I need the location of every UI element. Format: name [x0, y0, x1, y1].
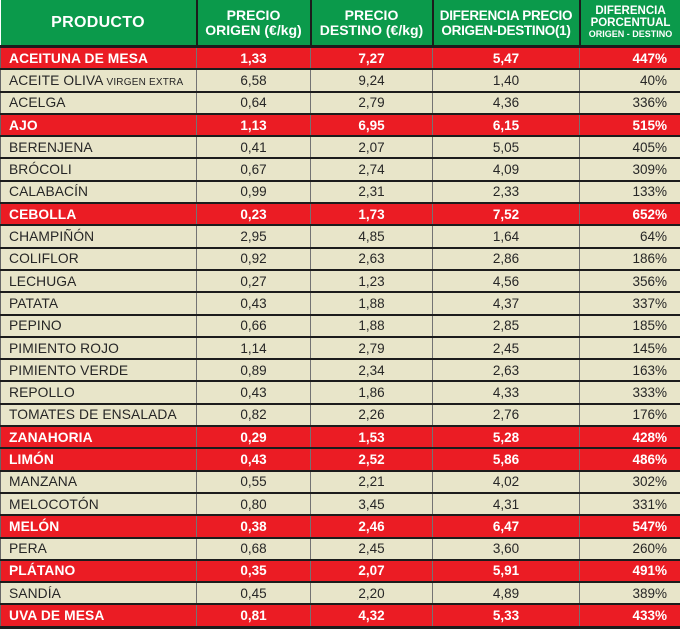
- price-difference-cell: 4,89: [433, 582, 580, 604]
- price-origin-cell: 0,41: [197, 136, 311, 158]
- price-difference-cell: 1,40: [433, 69, 580, 91]
- table-row: [1, 69, 680, 91]
- percent-difference-cell: 333%: [580, 381, 680, 403]
- price-origin-cell: 0,99: [197, 181, 311, 203]
- product-name: ACEITUNA DE MESA: [9, 51, 148, 66]
- product-name: ZANAHORIA: [9, 430, 93, 445]
- percent-difference-cell: 336%: [580, 92, 680, 114]
- product-name: BERENJENA: [9, 140, 93, 155]
- product-cell: [1, 248, 197, 270]
- price-destination-cell: 1,23: [311, 270, 433, 292]
- table-row: [1, 136, 680, 158]
- percent-difference-cell: 176%: [580, 404, 680, 426]
- price-origin-cell: 0,27: [197, 270, 311, 292]
- price-destination-cell: 2,21: [311, 471, 433, 493]
- price-origin-cell: 0,35: [197, 560, 311, 582]
- price-difference-cell: 4,09: [433, 158, 580, 180]
- price-destination-cell: 3,45: [311, 493, 433, 515]
- product-cell: [1, 515, 197, 537]
- table-row: [1, 92, 680, 114]
- product-cell: [1, 114, 197, 136]
- price-difference-cell: 4,36: [433, 92, 580, 114]
- product-cell: [1, 69, 197, 91]
- table-row: [1, 604, 680, 627]
- percent-difference-cell: 337%: [580, 292, 680, 314]
- header-row: [1, 0, 680, 47]
- table-row: [1, 471, 680, 493]
- product-name: ACELGA: [9, 95, 66, 110]
- percent-difference-cell: 428%: [580, 426, 680, 448]
- product-cell: [1, 359, 197, 381]
- table-row: [1, 158, 680, 180]
- product-cell: [1, 158, 197, 180]
- product-cell: [1, 404, 197, 426]
- price-origin-cell: 0,67: [197, 158, 311, 180]
- product-name: CHAMPIÑÓN: [9, 229, 94, 244]
- table-row: [1, 359, 680, 381]
- price-origin-cell: 0,43: [197, 381, 311, 403]
- price-origin-cell: 6,58: [197, 69, 311, 91]
- header-percent-difference: DIFERENCIA PORCENTUAL ORIGEN - DESTINO: [580, 0, 680, 47]
- price-origin-cell: 0,43: [197, 292, 311, 314]
- percent-difference-cell: 133%: [580, 181, 680, 203]
- product-name: COLIFLOR: [9, 251, 79, 266]
- product-name: MELOCOTÓN: [9, 497, 99, 512]
- percent-difference-cell: 185%: [580, 315, 680, 337]
- price-destination-cell: 6,95: [311, 114, 433, 136]
- price-difference-cell: 4,56: [433, 270, 580, 292]
- price-destination-cell: 2,46: [311, 515, 433, 537]
- product-cell: [1, 92, 197, 114]
- product-cell: [1, 315, 197, 337]
- price-difference-cell: 7,52: [433, 203, 580, 225]
- price-origin-cell: 0,68: [197, 538, 311, 560]
- product-name: TOMATES DE ENSALADA: [9, 407, 177, 422]
- price-destination-cell: 1,88: [311, 292, 433, 314]
- table-row: [1, 538, 680, 560]
- table-row: [1, 248, 680, 270]
- price-destination-cell: 9,24: [311, 69, 433, 91]
- percent-difference-cell: 515%: [580, 114, 680, 136]
- price-difference-cell: 5,05: [433, 136, 580, 158]
- table-row: [1, 181, 680, 203]
- product-cell: [1, 292, 197, 314]
- price-difference-cell: 6,47: [433, 515, 580, 537]
- table-row: [1, 114, 680, 136]
- price-difference-cell: 2,33: [433, 181, 580, 203]
- price-origin-cell: 0,66: [197, 315, 311, 337]
- price-destination-cell: 2,52: [311, 448, 433, 470]
- percent-difference-cell: 163%: [580, 359, 680, 381]
- price-origin-cell: 0,92: [197, 248, 311, 270]
- price-difference-cell: 4,37: [433, 292, 580, 314]
- price-difference-cell: 5,86: [433, 448, 580, 470]
- product-cell: [1, 136, 197, 158]
- table-row: [1, 292, 680, 314]
- price-difference-cell: 5,28: [433, 426, 580, 448]
- percent-difference-cell: 433%: [580, 604, 680, 627]
- table-row: [1, 493, 680, 515]
- table-row: [1, 270, 680, 292]
- header-product-label: PRODUCTO: [3, 15, 194, 30]
- product-name: LECHUGA: [9, 274, 76, 289]
- price-origin-cell: 0,43: [197, 448, 311, 470]
- price-origin-cell: 0,38: [197, 515, 311, 537]
- percent-difference-cell: 486%: [580, 448, 680, 470]
- percent-difference-cell: 389%: [580, 582, 680, 604]
- price-origin-cell: 0,45: [197, 582, 311, 604]
- product-cell: [1, 381, 197, 403]
- price-destination-cell: 2,26: [311, 404, 433, 426]
- product-name: MELÓN: [9, 519, 59, 534]
- product-name: CEBOLLA: [9, 207, 76, 222]
- price-difference-cell: 3,60: [433, 538, 580, 560]
- percent-difference-cell: 356%: [580, 270, 680, 292]
- price-origin-cell: 1,33: [197, 47, 311, 70]
- product-cell: [1, 426, 197, 448]
- header-price-difference: DIFERENCIA PRECIO ORIGEN-DESTINO(1): [433, 0, 580, 47]
- price-difference-cell: 4,31: [433, 493, 580, 515]
- percent-difference-cell: 64%: [580, 225, 680, 247]
- price-origin-cell: 0,64: [197, 92, 311, 114]
- table-row: [1, 515, 680, 537]
- percent-difference-cell: 186%: [580, 248, 680, 270]
- price-origin-cell: 0,80: [197, 493, 311, 515]
- table-row: [1, 381, 680, 403]
- price-destination-cell: 2,31: [311, 181, 433, 203]
- price-difference-cell: 4,33: [433, 381, 580, 403]
- percent-difference-cell: 145%: [580, 337, 680, 359]
- price-destination-cell: 1,88: [311, 315, 433, 337]
- table-row: [1, 404, 680, 426]
- price-destination-cell: 2,45: [311, 538, 433, 560]
- price-origin-cell: 0,82: [197, 404, 311, 426]
- price-difference-cell: 6,15: [433, 114, 580, 136]
- price-destination-cell: 1,53: [311, 426, 433, 448]
- price-origin-cell: 0,55: [197, 471, 311, 493]
- table-row: [1, 315, 680, 337]
- percent-difference-cell: 302%: [580, 471, 680, 493]
- percent-difference-cell: 405%: [580, 136, 680, 158]
- price-destination-cell: 2,74: [311, 158, 433, 180]
- price-destination-cell: 2,20: [311, 582, 433, 604]
- product-cell: [1, 337, 197, 359]
- price-destination-cell: 2,07: [311, 136, 433, 158]
- price-difference-cell: 2,63: [433, 359, 580, 381]
- table-row: [1, 426, 680, 448]
- price-destination-cell: 2,79: [311, 92, 433, 114]
- product-name: PLÁTANO: [9, 563, 75, 578]
- price-origin-cell: 0,89: [197, 359, 311, 381]
- price-destination-cell: 4,32: [311, 604, 433, 627]
- price-destination-cell: 2,63: [311, 248, 433, 270]
- product-name: PIMIENTO VERDE: [9, 363, 128, 378]
- price-destination-cell: 2,34: [311, 359, 433, 381]
- percent-difference-cell: 40%: [580, 69, 680, 91]
- price-origin-cell: 1,14: [197, 337, 311, 359]
- product-cell: [1, 604, 197, 627]
- product-note: VIRGEN EXTRA: [103, 77, 183, 88]
- product-cell: [1, 47, 197, 70]
- product-cell: [1, 471, 197, 493]
- product-cell: [1, 493, 197, 515]
- product-name: ACEITE OLIVA: [9, 73, 103, 88]
- table-row: [1, 582, 680, 604]
- product-cell: [1, 582, 197, 604]
- product-name: UVA DE MESA: [9, 608, 104, 623]
- product-name: SANDÍA: [9, 586, 61, 601]
- table-row: [1, 448, 680, 470]
- product-name: BRÓCOLI: [9, 162, 72, 177]
- product-name: CALABACÍN: [9, 184, 88, 199]
- product-cell: [1, 270, 197, 292]
- price-difference-cell: 2,85: [433, 315, 580, 337]
- price-destination-cell: 2,07: [311, 560, 433, 582]
- table-header: [1, 0, 680, 47]
- percent-difference-cell: 547%: [580, 515, 680, 537]
- table-body: [1, 47, 680, 628]
- product-name: PATATA: [9, 296, 58, 311]
- price-origin-cell: 0,81: [197, 604, 311, 627]
- price-difference-cell: 2,45: [433, 337, 580, 359]
- product-name: AJO: [9, 118, 38, 133]
- product-cell: [1, 181, 197, 203]
- price-difference-cell: 1,64: [433, 225, 580, 247]
- product-cell: [1, 448, 197, 470]
- table-row: [1, 225, 680, 247]
- percent-difference-cell: 491%: [580, 560, 680, 582]
- table-row: [1, 203, 680, 225]
- price-origin-cell: 0,29: [197, 426, 311, 448]
- product-name: PIMIENTO ROJO: [9, 341, 119, 356]
- product-cell: [1, 225, 197, 247]
- product-name: PEPINO: [9, 318, 62, 333]
- product-name: PERA: [9, 541, 47, 556]
- price-destination-cell: 1,86: [311, 381, 433, 403]
- price-difference-cell: 5,91: [433, 560, 580, 582]
- price-destination-cell: 4,85: [311, 225, 433, 247]
- price-difference-cell: 2,86: [433, 248, 580, 270]
- price-origin-cell: 2,95: [197, 225, 311, 247]
- price-origin-cell: 1,13: [197, 114, 311, 136]
- header-price-origin: PRECIO ORIGEN (€/kg): [197, 0, 311, 47]
- product-name: MANZANA: [9, 474, 77, 489]
- product-cell: [1, 538, 197, 560]
- product-cell: [1, 203, 197, 225]
- header-price-destination: PRECIO DESTINO (€/kg): [311, 0, 433, 47]
- price-difference-cell: 4,02: [433, 471, 580, 493]
- header-product: [1, 0, 197, 47]
- price-difference-cell: 5,33: [433, 604, 580, 627]
- price-difference-cell: 2,76: [433, 404, 580, 426]
- price-destination-cell: 2,79: [311, 337, 433, 359]
- price-difference-cell: 5,47: [433, 47, 580, 70]
- percent-difference-cell: 309%: [580, 158, 680, 180]
- price-destination-cell: 1,73: [311, 203, 433, 225]
- table-row: [1, 337, 680, 359]
- price-destination-cell: 7,27: [311, 47, 433, 70]
- price-origin-cell: 0,23: [197, 203, 311, 225]
- product-cell: [1, 560, 197, 582]
- product-name: LIMÓN: [9, 452, 54, 467]
- table-row: [1, 560, 680, 582]
- percent-difference-cell: 652%: [580, 203, 680, 225]
- percent-difference-cell: 331%: [580, 493, 680, 515]
- percent-difference-cell: 447%: [580, 47, 680, 70]
- percent-difference-cell: 260%: [580, 538, 680, 560]
- product-name: REPOLLO: [9, 385, 75, 400]
- table-row: [1, 47, 680, 70]
